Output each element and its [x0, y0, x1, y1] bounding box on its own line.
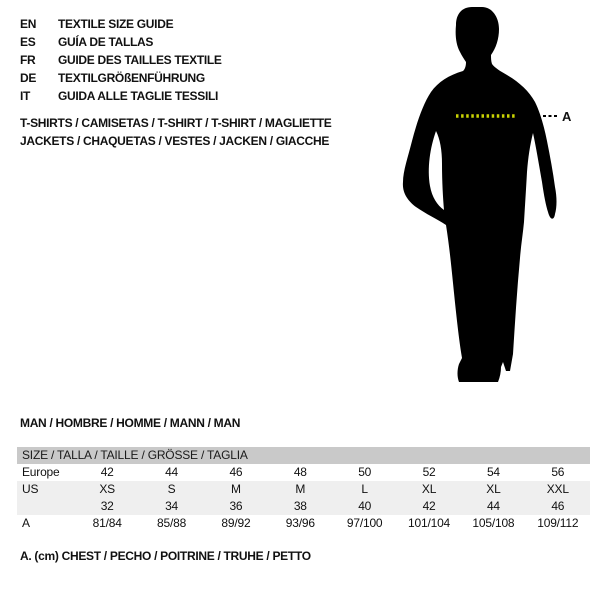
- garment-categories: [20, 114, 332, 150]
- cell: 93/96: [285, 516, 315, 530]
- category-line-jackets: JACKETS / CHAQUETAS / VESTES / JACKEN / GIACCHE: [20, 134, 330, 148]
- lang-code: FR: [20, 53, 36, 67]
- cell: S: [167, 482, 176, 496]
- size-table-header: SIZE / TALLA / TAILLE / GRÖSSE / TAGLIA: [17, 447, 590, 464]
- lang-row-it: [20, 87, 222, 105]
- measure-footnote: A. (cm) CHEST / PECHO / POITRINE / TRUHE / PETTO: [20, 549, 311, 563]
- row-label: A: [22, 516, 30, 530]
- cell: L: [361, 482, 368, 496]
- cell: 54: [486, 465, 500, 479]
- cell: XS: [99, 482, 115, 496]
- lang-row-de: [20, 69, 222, 87]
- table-row-numeric: [17, 498, 590, 515]
- lang-label: GUIDE DES TAILLES TEXTILE: [58, 53, 222, 67]
- cell: 42: [422, 499, 436, 513]
- cell: XXL: [546, 482, 569, 496]
- cell: 50: [358, 465, 372, 479]
- cell: 97/100: [346, 516, 383, 530]
- lang-row-fr: [20, 51, 222, 69]
- cell: XL: [421, 482, 437, 496]
- lang-label: TEXTILGRÖßENFÜHRUNG: [58, 71, 205, 85]
- table-row-chest-a: [17, 515, 590, 532]
- section-title-man: MAN / HOMBRE / HOMME / MANN / MAN: [20, 416, 241, 430]
- cell: 52: [422, 465, 436, 479]
- lang-row-es: [20, 33, 222, 51]
- cell: M: [231, 482, 241, 496]
- table-row-us: [17, 481, 590, 498]
- cell: 38: [293, 499, 307, 513]
- lang-code: EN: [20, 17, 37, 31]
- cell: 101/104: [408, 516, 451, 530]
- cell: 42: [100, 465, 114, 479]
- man-silhouette-figure: [395, 0, 600, 400]
- cell: 105/108: [472, 516, 515, 530]
- lang-label: GUÍA DE TALLAS: [58, 35, 154, 49]
- cell: 85/88: [157, 516, 187, 530]
- cell: 81/84: [92, 516, 122, 530]
- measure-label-a: A: [562, 109, 572, 124]
- cell: XL: [486, 482, 501, 496]
- cell: 46: [551, 499, 565, 513]
- cell: 48: [293, 465, 307, 479]
- cell: 34: [165, 499, 179, 513]
- cell: 46: [229, 465, 243, 479]
- lang-code: ES: [20, 35, 36, 49]
- lang-row-en: [20, 15, 222, 33]
- language-title-list: [20, 15, 222, 105]
- lang-code: DE: [20, 71, 37, 85]
- cell: 32: [100, 499, 114, 513]
- table-row-europe: [17, 464, 590, 481]
- cell: 56: [551, 465, 565, 479]
- category-line-tshirts: T-SHIRTS / CAMISETAS / T-SHIRT / T-SHIRT / MAGLIETTE: [20, 116, 332, 130]
- lang-code: IT: [20, 89, 31, 103]
- man-silhouette: [403, 7, 557, 382]
- row-label: Europe: [22, 465, 60, 479]
- cell: 36: [229, 499, 243, 513]
- cell: 109/112: [537, 516, 579, 530]
- cell: 44: [165, 465, 179, 479]
- size-table: [17, 447, 590, 532]
- cell: M: [295, 482, 306, 496]
- cell: 44: [486, 499, 500, 513]
- cell: 40: [358, 499, 372, 513]
- cell: 89/92: [221, 516, 251, 530]
- row-label: [17, 498, 75, 515]
- row-label: US: [22, 482, 39, 496]
- lang-label: TEXTILE SIZE GUIDE: [58, 17, 174, 31]
- lang-label: GUIDA ALLE TAGLIE TESSILI: [58, 89, 219, 103]
